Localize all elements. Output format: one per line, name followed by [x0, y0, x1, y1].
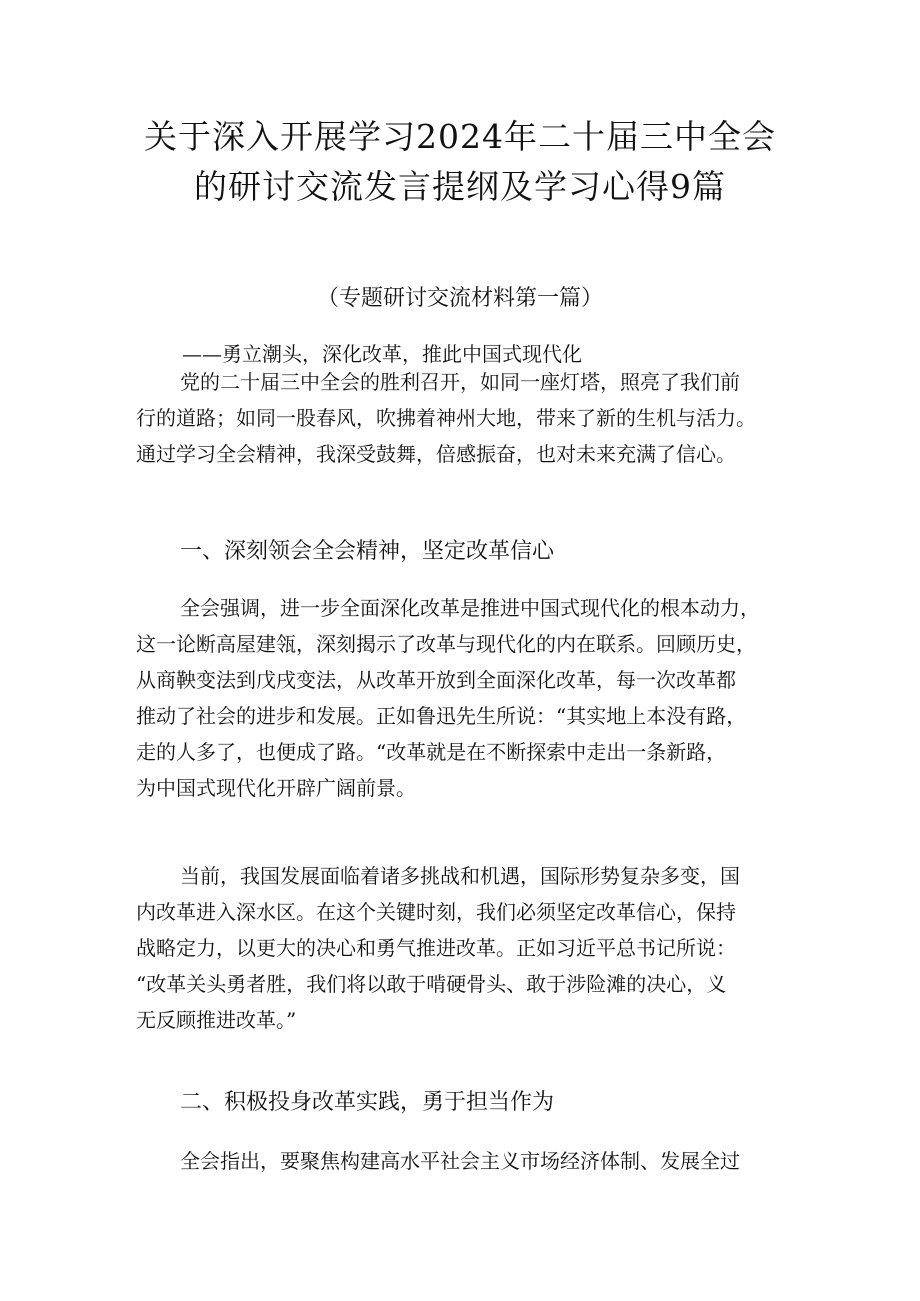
intro-paragraph [136, 364, 796, 472]
section1-paragraph-2 [136, 858, 796, 1038]
paragraph-line: 行的道路；如同一股春风，吹拂着神州大地，带来了新的生机与活力。 [136, 406, 756, 430]
paragraph-line: 全会强调，进一步全面深化改革是推进中国式现代化的根本动力， [180, 596, 760, 620]
section2-paragraph-1 [136, 1143, 796, 1179]
section1-paragraph-1 [136, 590, 796, 806]
section-heading: 一、深刻领会全会精神，坚定改革信心 [180, 539, 555, 564]
paragraph-line: 这一论断高屋建瓴，深刻揭示了改革与现代化的内在联系。回顾历史， [136, 632, 756, 656]
title-line: 的研讨交流发言提纲及学习心得9篇 [194, 167, 726, 206]
paragraph-line: 走的人多了，也便成了路。“改革就是在不断探索中走出一条新路， [136, 740, 727, 764]
paragraph-line: 为中国式现代化开辟广阔前景。 [136, 776, 416, 800]
document-subtitle: （专题研讨交流材料第一篇） [316, 286, 603, 311]
title-line: 关于深入开展学习2024年二十届三中全会 [144, 117, 776, 156]
document-motto: ——勇立潮头，深化改革，推此中国式现代化 [182, 342, 582, 366]
paragraph-line: 当前，我国发展面临着诸多挑战和机遇，国际形势复杂多变，国 [180, 864, 740, 888]
paragraph-line: 从商鞅变法到戊戌变法，从改革开放到全面深化改革，每一次改革都 [136, 668, 736, 692]
paragraph-line: 全会指出，要聚焦构建高水平社会主义市场经济体制、发展全过 [180, 1149, 740, 1173]
section-heading: 二、积极投身改革实践，勇于担当作为 [180, 1090, 555, 1115]
paragraph-line: 党的二十届三中全会的胜利召开，如同一座灯塔，照亮了我们前 [180, 370, 740, 394]
paragraph-line: 战略定力，以更大的决心和勇气推进改革。正如习近平总书记所说： [136, 936, 736, 960]
paragraph-line: 无反顾推进改革。” [136, 1008, 297, 1032]
document-title [80, 112, 840, 212]
paragraph-line: 推动了社会的进步和发展。正如鲁迅先生所说：“其实地上本没有路， [136, 704, 747, 728]
paragraph-line: “改革关头勇者胜，我们将以敢于啃硬骨头、敢于涉险滩的决心，义 [136, 972, 727, 996]
paragraph-line: 内改革进入深水区。在这个关键时刻，我们必须坚定改革信心，保持 [136, 900, 736, 924]
paragraph-line: 通过学习全会精神，我深受鼓舞，倍感振奋，也对未来充满了信心。 [136, 442, 736, 466]
